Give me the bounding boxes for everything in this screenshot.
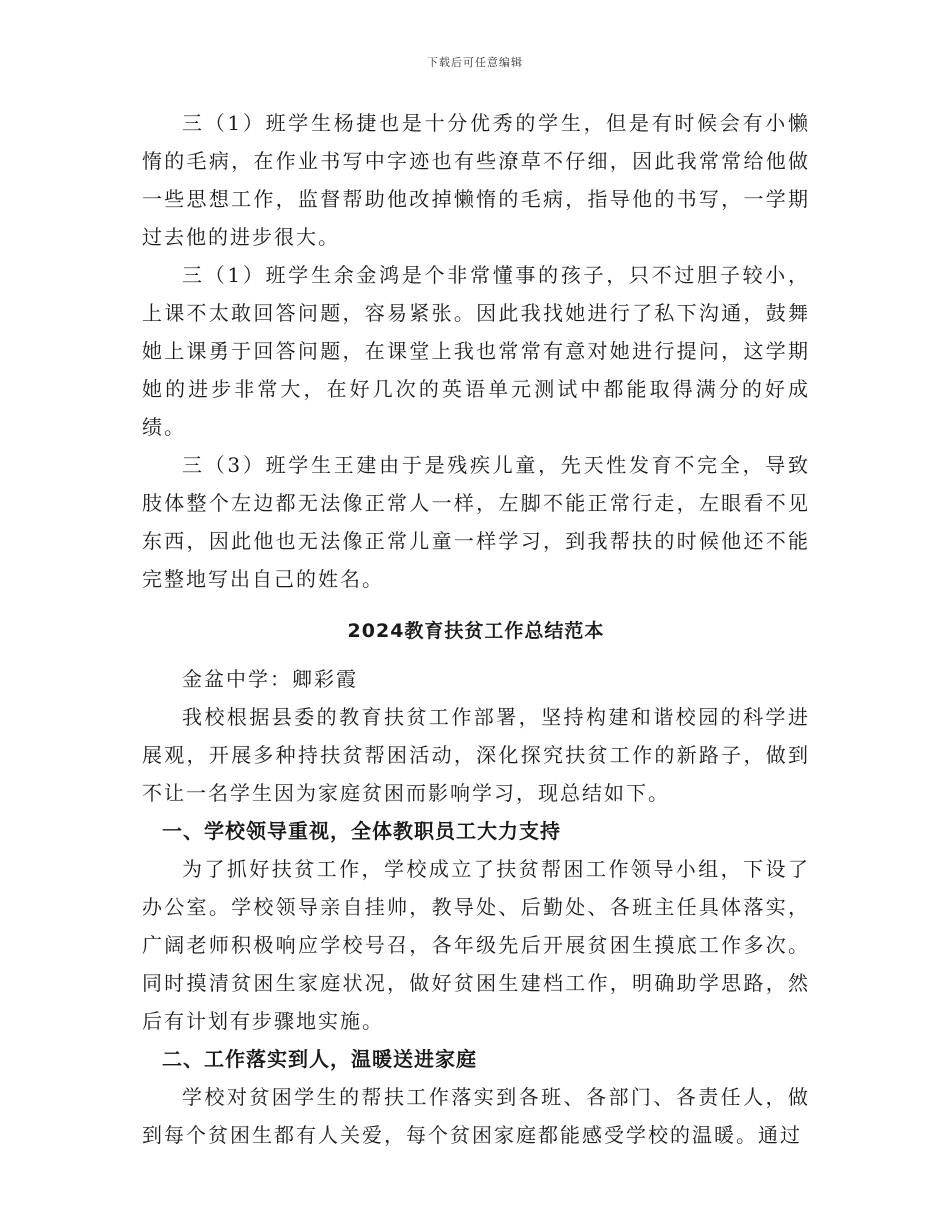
section-heading-1: 一、学校领导重视，全体教职员工大力支持 — [162, 819, 561, 843]
paragraph-section-1: 为了抓好扶贫工作，学校成立了扶贫帮困工作领导小组，下设了办公室。学校领导亲自挂帅，教导处、后勤处、各班主任具体落实，广阔老师积极响应学校号召，各年级先后开展贫困生摸底工作多次。同时摸清贫困生家庭状况，做好贫困生建档工作，明确助学思路，然后有计划有步骤地实施。 — [142, 857, 810, 1033]
paragraph-student-wang: 三（3）班学生王建由于是残疾儿童，先天性发育不完全，导致肢体整个左边都无法像正常人一样，左脚不能正常行走，左眼看不见东西，因此他也无法像正常儿童一样学习，到我帮扶的时候他还不能完整地写出自己的姓名。 — [142, 453, 810, 591]
paragraph-student-yang: 三（1）班学生杨捷也是十分优秀的学生，但是有时候会有小懒惰的毛病，在作业书写中字迹也有些潦草不仔细，因此我常常给他做一些思想工作，监督帮助他改掉懒惰的毛病，指导他的书写，一学期过去他的进步很大。 — [142, 111, 810, 249]
document-body — [142, 104, 810, 1154]
paragraph-section-2: 学校对贫困学生的帮扶工作落实到各班、各部门、各责任人，做到每个贫困生都有人关爱，每个贫困家庭都能感受学校的温暖。通过 — [142, 1085, 810, 1147]
paragraph-intro: 我校根据县委的教育扶贫工作部署，坚持构建和谐校园的科学进展观，开展多种持扶贫帮困活动，深化探究扶贫工作的新路子，做到不让一名学生因为家庭贫困而影响学习，现总结如下。 — [142, 705, 810, 805]
section-heading-2: 二、工作落实到人，温暖送进家庭 — [162, 1047, 477, 1071]
author-line: 金盆中学：卿彩霞 — [182, 667, 358, 691]
page-header: 下载后可任意编辑 — [427, 56, 523, 69]
paragraph-student-yu: 三（1）班学生余金鸿是个非常懂事的孩子，只不过胆子较小，上课不太敢回答问题，容易紧张。因此我找她进行了私下沟通，鼓舞她上课勇于回答问题，在课堂上我也常常有意对她进行提问，这学期她的进步非常大，在好几次的英语单元测试中都能取得满分的好成绩。 — [142, 263, 810, 439]
document-title: 2024教育扶贫工作总结范本 — [347, 620, 605, 642]
